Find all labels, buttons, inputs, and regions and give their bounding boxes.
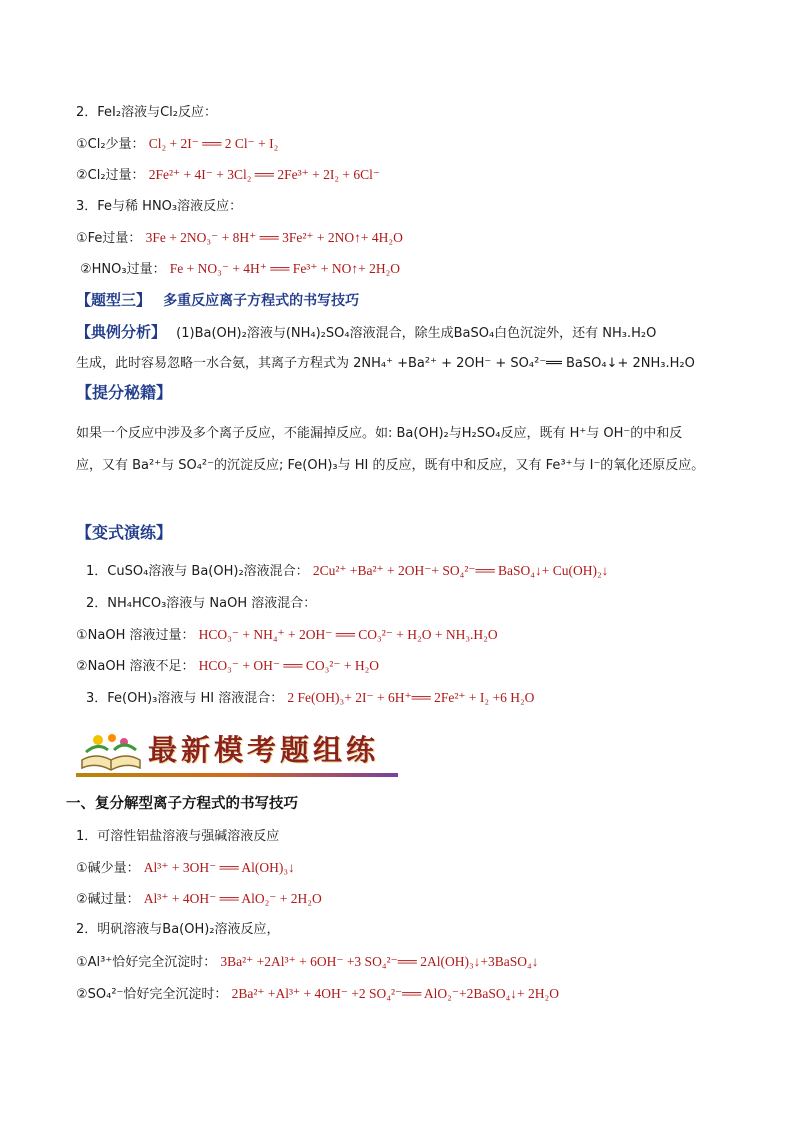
line-prefix: 2．NH₄HCO₃溶液与 NaOH 溶液混合：: [86, 596, 317, 611]
line-prefix: 1．可溶性铝盐溶液与强碱溶液反应: [76, 829, 280, 844]
secret-paragraph-1: [76, 425, 682, 443]
secret-text-2: 应，又有 Ba²⁺与 SO₄²⁻的沉淀反应; Fe(OH)₃与 HI 的反应，既有中和反应，又有 Fe³⁺与 I⁻的氧化还原反应。: [76, 458, 705, 473]
type3-header: [76, 291, 359, 311]
open-book-icon: [78, 730, 144, 774]
equation: 2 Fe(OH)₃+ 2I⁻ + 6H⁺══ 2Fe²⁺ + I₂ +6 H₂O: [287, 690, 535, 705]
section-1-item: [76, 890, 322, 909]
practice-item: [86, 689, 534, 708]
line-fe-hno3-heading: [76, 198, 242, 216]
practice-header: [76, 524, 172, 544]
example-line-2: [76, 355, 695, 373]
banner-underline: [76, 773, 398, 777]
equation: Cl₂ + 2I⁻ ══ 2 Cl⁻ + I₂: [148, 136, 279, 151]
example-bracket: 【典例分析】: [76, 323, 167, 341]
practice-item: [86, 595, 316, 613]
secret-bracket: 【提分秘籍】: [76, 383, 173, 402]
line-prefix: ①Cl₂少量：: [76, 137, 149, 152]
equation: 3Ba²⁺ +2Al³⁺ + 6OH⁻ +3 SO₄²⁻══ 2Al(OH)₃↓+3BaSO₄↓: [220, 954, 539, 969]
secret-header: [76, 384, 172, 404]
line-prefix: 1．CuSO₄溶液与 Ba(OH)₂溶液混合：: [86, 564, 309, 579]
line-prefix: ①NaOH 溶液过量：: [76, 628, 195, 643]
line-prefix: 2．明矾溶液与Ba(OH)₂溶液反应，: [76, 922, 280, 937]
example-line-1: [76, 323, 656, 343]
line-fe-excess: [76, 229, 403, 248]
equation: 2Fe²⁺ + 4I⁻ + 3Cl₂ ══ 2Fe³⁺ + 2I₂ + 6Cl⁻: [148, 167, 381, 182]
line-prefix: ②HNO₃过量：: [80, 262, 166, 277]
secret-paragraph-2: [76, 457, 704, 475]
type3-bracket: 【题型三】: [76, 291, 152, 309]
banner-title: 最新模考题组练: [148, 733, 380, 767]
practice-item: [86, 562, 608, 581]
equation: HCO₃⁻ + OH⁻ ══ CO₃²⁻ + H₂O: [198, 658, 380, 673]
section-1-title: 一、复分解型离子方程式的书写技巧: [66, 796, 298, 812]
equation: 3Fe + 2NO₃⁻ + 8H⁺ ══ 3Fe²⁺ + 2NO↑+ 4H₂O: [145, 230, 403, 245]
type3-title: 多重反应离子方程式的书写技巧: [163, 293, 360, 309]
line-feI2-heading: [76, 104, 217, 122]
practice-item: [76, 626, 498, 645]
line-prefix: 2．FeI₂溶液与Cl₂反应：: [76, 105, 217, 120]
section-1-item: [76, 828, 279, 846]
line-prefix: 3．Fe与稀 HNO₃溶液反应：: [76, 199, 243, 214]
line-cl2-little: [76, 135, 278, 154]
equation: Fe + NO₃⁻ + 4H⁺ ══ Fe³⁺ + NO↑+ 2H₂O: [169, 261, 401, 276]
equation: HCO₃⁻ + NH₄⁺ + 2OH⁻ ══ CO₃²⁻ + H₂O + NH₃.H₂O: [198, 627, 498, 642]
equation: 2Ba²⁺ +Al³⁺ + 4OH⁻ +2 SO₄²⁻══ AlO₂⁻+2BaSO₄↓+ 2H₂O: [231, 986, 560, 1001]
section-1-item: [76, 985, 559, 1004]
section-1-item: [76, 921, 280, 939]
practice-bracket: 【变式演练】: [76, 523, 173, 542]
line-prefix: ①Al³⁺恰好完全沉淀时：: [76, 955, 217, 970]
example-text-1: (1)Ba(OH)₂溶液与(NH₄)₂SO₄溶液混合，除生成BaSO₄白色沉淀外，还有 NH₃.H₂O: [176, 326, 657, 341]
line-prefix: ②SO₄²⁻恰好完全沉淀时：: [76, 987, 228, 1002]
line-prefix: ②碱过量：: [76, 892, 140, 907]
section-1-item: [76, 953, 538, 972]
example-text-2: 生成，此时容易忽略一水合氨，其离子方程式为 2NH₄⁺ +Ba²⁺ + 2OH⁻ + SO₄²⁻══ BaSO₄↓+ 2NH₃.H₂O: [76, 356, 695, 371]
section-1-item: [76, 859, 295, 878]
line-prefix: ①碱少量：: [76, 861, 140, 876]
line-cl2-excess: [76, 166, 380, 185]
line-prefix: ②NaOH 溶液不足：: [76, 659, 195, 674]
equation: Al³⁺ + 3OH⁻ ══ Al(OH)₃↓: [143, 860, 295, 875]
practice-item: [76, 657, 379, 676]
line-prefix: ①Fe过量：: [76, 231, 142, 246]
line-prefix: 3．Fe(OH)₃溶液与 HI 溶液混合：: [86, 691, 284, 706]
line-prefix: ②Cl₂过量：: [76, 168, 145, 183]
equation: Al³⁺ + 4OH⁻ ══ AlO₂⁻ + 2H₂O: [143, 891, 322, 906]
secret-text-1: 如果一个反应中涉及多个离子反应，不能漏掉反应。如: Ba(OH)₂与H₂SO₄反应，既有 H⁺与 OH⁻的中和反: [76, 426, 683, 441]
equation: 2Cu²⁺ +Ba²⁺ + 2OH⁻+ SO₄²⁻══ BaSO₄↓+ Cu(OH)₂↓: [312, 563, 609, 578]
line-hno3-excess: [80, 260, 400, 279]
